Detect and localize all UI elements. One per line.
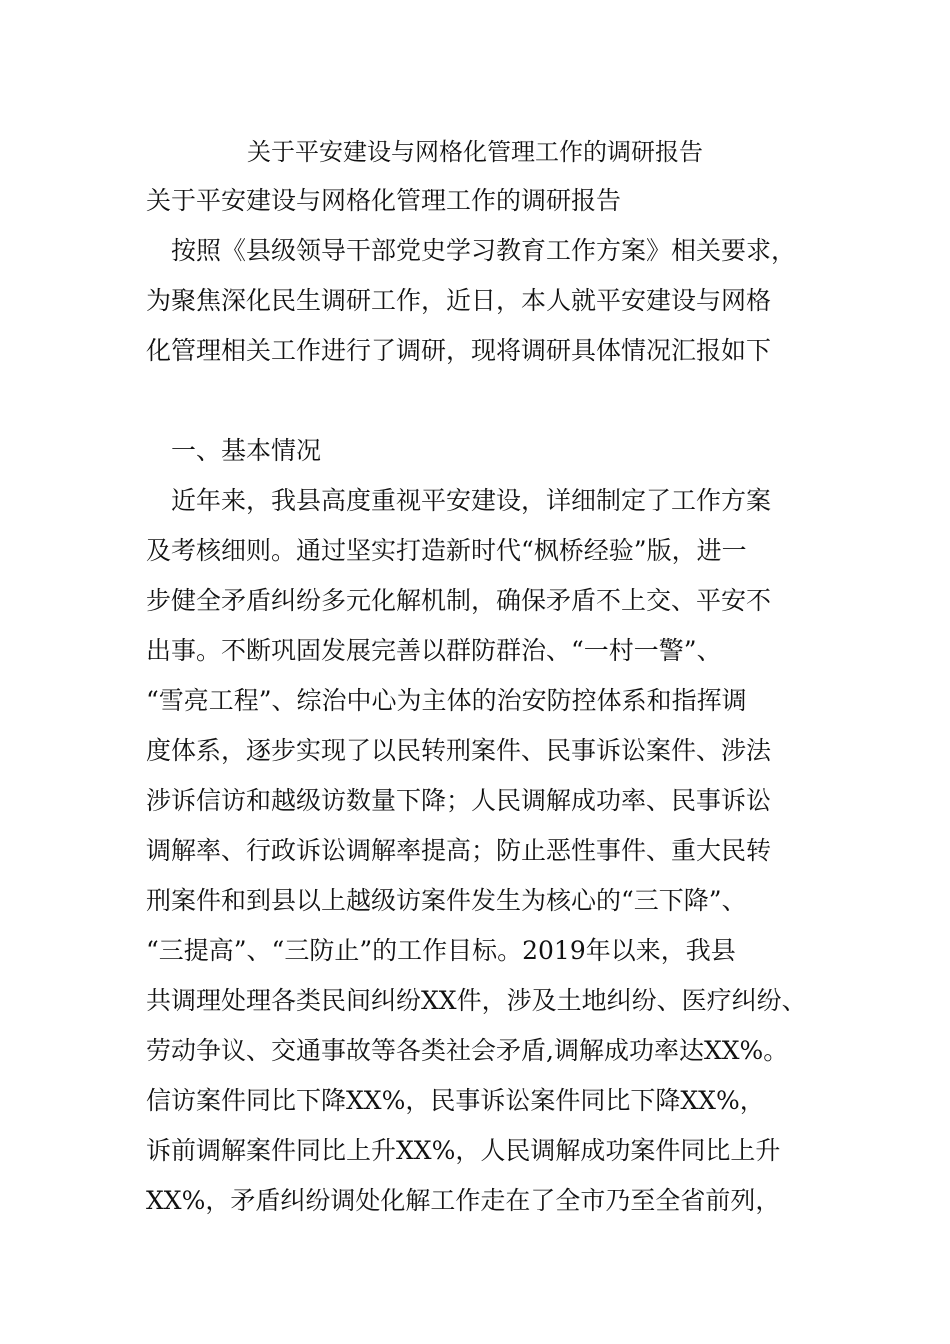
paragraph-line: 为聚焦深化民生调研工作，近日，本人就平安建设与网格 — [146, 286, 772, 315]
paragraph-line: 度体系，逐步实现了以民转刑案件、民事诉讼案件、涉法 — [146, 736, 772, 765]
paragraph-line: 化管理相关工作进行了调研，现将调研具体情况汇报如下 — [146, 336, 772, 365]
paragraph-line: 涉诉信访和越级访数量下降；人民调解成功率、民事诉讼 — [146, 786, 772, 815]
paragraph-line: 及考核细则。通过坚实打造新时代“枫桥经验”版，进一 — [146, 536, 747, 565]
section-heading: 一、基本情况 — [146, 436, 322, 465]
paragraph-line: “雪亮工程”、综治中心为主体的治安防控体系和指挥调 — [146, 686, 747, 715]
paragraph-line: 调解率、行政诉讼调解率提高；防止恶性事件、重大民转 — [146, 836, 772, 865]
paragraph-line: 共调理处理各类民间纠纷XX件，涉及土地纠纷、医疗纠纷、 — [146, 986, 807, 1015]
paragraph-line: “三提高”、“三防止”的工作目标。2019年以来，我县 — [146, 936, 736, 965]
paragraph-line: XX%，矛盾纠纷调处化解工作走在了全市乃至全省前列， — [146, 1186, 781, 1215]
paragraph-line: 诉前调解案件同比上升XX%，人民调解成功案件同比上升 — [146, 1136, 781, 1165]
paragraph-line: 按照《县级领导干部党史学习教育工作方案》相关要求， — [146, 236, 797, 265]
paragraph-line: 劳动争议、交通事故等各类社会矛盾,调解成功率达XX%。 — [146, 1036, 789, 1065]
paragraph-line: 刑案件和到县以上越级访案件发生为核心的“三下降”、 — [146, 886, 747, 915]
paragraph-line: 出事。不断巩固发展完善以群防群治、“一村一警”、 — [146, 636, 722, 665]
paragraph-line: 步健全矛盾纠纷多元化解机制，确保矛盾不上交、平安不 — [146, 586, 772, 615]
paragraph-line: 信访案件同比下降XX%，民事诉讼案件同比下降XX%， — [146, 1086, 765, 1115]
paragraph-line: 近年来，我县高度重视平安建设，详细制定了工作方案 — [146, 486, 772, 515]
page-title: 关于平安建设与网格化管理工作的调研报告 — [247, 138, 703, 166]
subtitle: 关于平安建设与网格化管理工作的调研报告 — [146, 186, 622, 215]
